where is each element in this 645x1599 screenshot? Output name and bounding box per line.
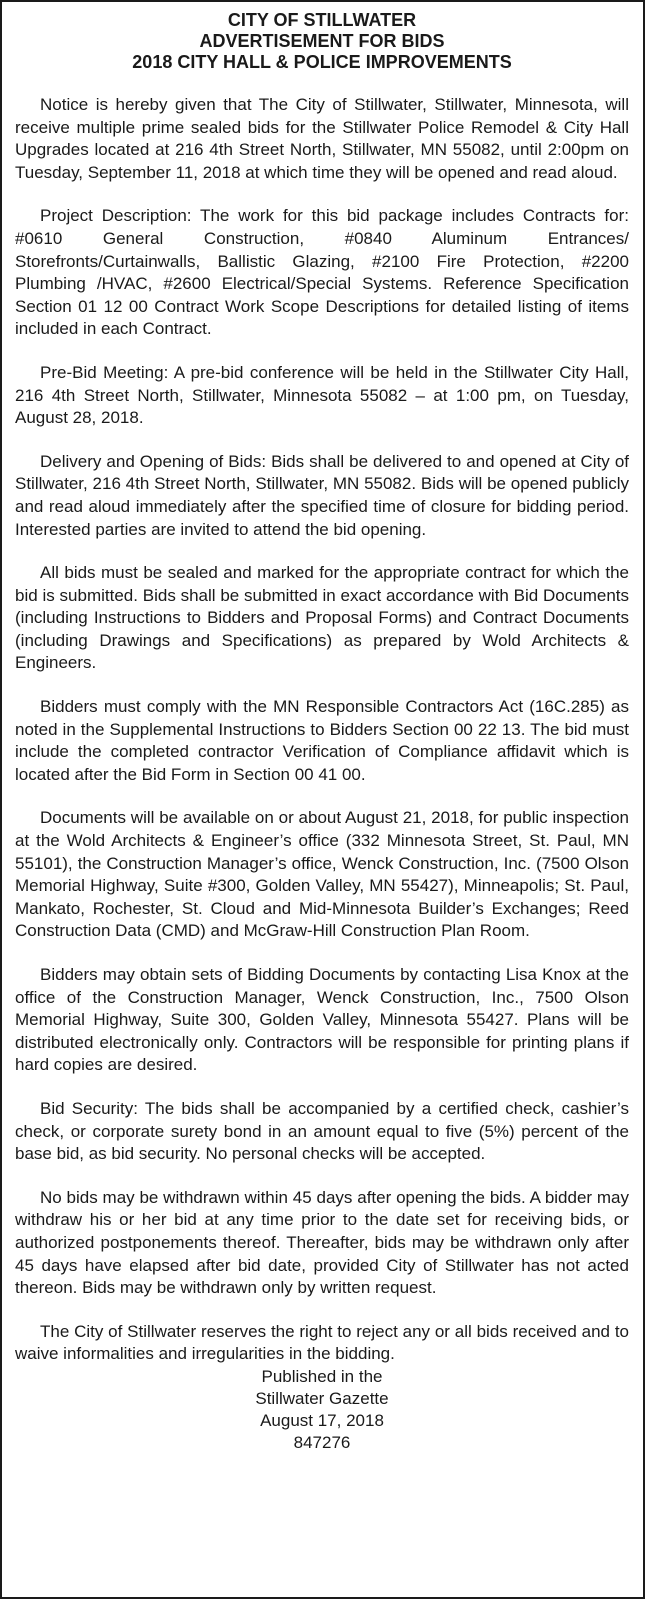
paragraph-documents-availability: Documents will be available on or about August 21, 2018, for public inspection at the Wold Architects & Engineer’s office (332 Minnesota Street, St. Paul, MN 55101), the Construction Manager’s office, Wenck Construction, Inc. (7500 Olson Memorial Highway, Suite #300, Golden Valley, MN 55427), Minneapolis; St. Paul, Mankato, Rochester, St. Cloud and Mid-Minnesota Builder’s Exchanges; Reed Construction Data (CMD) and McGraw-Hill Construction Plan Room. [15, 808, 629, 941]
notice-heading [15, 10, 629, 73]
published-in-label: Published in the [261, 1366, 383, 1386]
paragraph-notice: Notice is hereby given that The City of Stillwater, Stillwater, Minnesota, will receive multiple prime sealed bids for the Stillwater Police Remodel & City Hall Upgrades located at 216 4th Street North, Stillwater, MN 55082, until 2:00pm on Tuesday, September 11, 2018 at which time they will be opened and read aloud. [15, 95, 629, 182]
publication-signoff [15, 1366, 629, 1454]
paragraph-bid-security: Bid Security: The bids shall be accompanied by a certified check, cashier’s check, or corporate surety bond in an amount equal to five (5%) percent of the base bid, as bid security. No personal checks will be accepted. [15, 1098, 629, 1164]
publication-name: Stillwater Gazette [255, 1388, 389, 1408]
paragraph-project-description: Project Description: The work for this bid package includes Contracts for: #0610 General Construction, #0840 Aluminum Entrances/ Storefronts/Curtainwalls, Ballistic Glazing, #2100 Fire Protection, #2200 Plumbing /HVAC, #2600 Electrical/Special Systems. Reference Specification Section 01 12 00 Contract Work Scope Descriptions for detailed listing of items included in each Contract. [15, 206, 629, 339]
heading-title: ADVERTISEMENT FOR BIDS [199, 31, 445, 51]
paragraph-pre-bid-meeting: Pre-Bid Meeting: A pre-bid conference will be held in the Stillwater City Hall, 216 4th Street North, Stillwater, Minnesota 55082 – at 1:00 pm, on Tuesday, August 28, 2018. [15, 362, 629, 428]
paragraph-obtain-documents: Bidders may obtain sets of Bidding Documents by contacting Lisa Knox at the office of the Construction Manager, Wenck Construction, Inc., 7500 Olson Memorial Highway, Suite 300, Golden Valley, Minnesota 55427. Plans will be distributed electronically only. Contractors will be responsible for printing plans if hard copies are desired. [15, 965, 629, 1075]
paragraph-reservation: The City of Stillwater reserves the right to reject any or all bids received and to waive informalities and irregularities in the bidding. [15, 1321, 629, 1364]
paragraph-delivery-opening: Delivery and Opening of Bids: Bids shall be delivered to and opened at City of Stillwater, 216 4th Street North, Stillwater, MN 55082. Bids will be opened publicly and read aloud immediately after the specified time of closure for bidding period. Interested parties are invited to attend the bid opening. [15, 451, 629, 539]
paragraph-responsible-contractors: Bidders must comply with the MN Responsible Contractors Act (16C.285) as noted in the Supplemental Instructions to Bidders Section 00 22 13. The bid must include the completed contractor Verification of Compliance affidavit which is located after the Bid Form in Section 00 41 00. [15, 697, 629, 784]
heading-city: CITY OF STILLWATER [227, 10, 417, 30]
publication-date: August 17, 2018 [260, 1410, 384, 1430]
paragraph-withdrawal: No bids may be withdrawn within 45 days after opening the bids. A bidder may withdraw his or her bid at any time prior to the date set for receiving bids, or authorized postponements thereof. Thereafter, bids may be withdrawn only after 45 days have elapsed after bid date, provided City of Stillwater has not acted thereon. Bids may be withdrawn only by written request. [15, 1187, 629, 1298]
heading-project: 2018 CITY HALL & POLICE IMPROVEMENTS [132, 52, 512, 72]
paragraph-sealed-bids: All bids must be sealed and marked for the appropriate contract for which the bid is submitted. Bids shall be submitted in exact accordance with Bid Documents (including Instructions to Bidders and Proposal Forms) and Contract Documents (including Drawings and Specifications) as prepared by Wold Architects & Engineers. [15, 563, 629, 673]
ad-number: 847276 [293, 1432, 351, 1452]
